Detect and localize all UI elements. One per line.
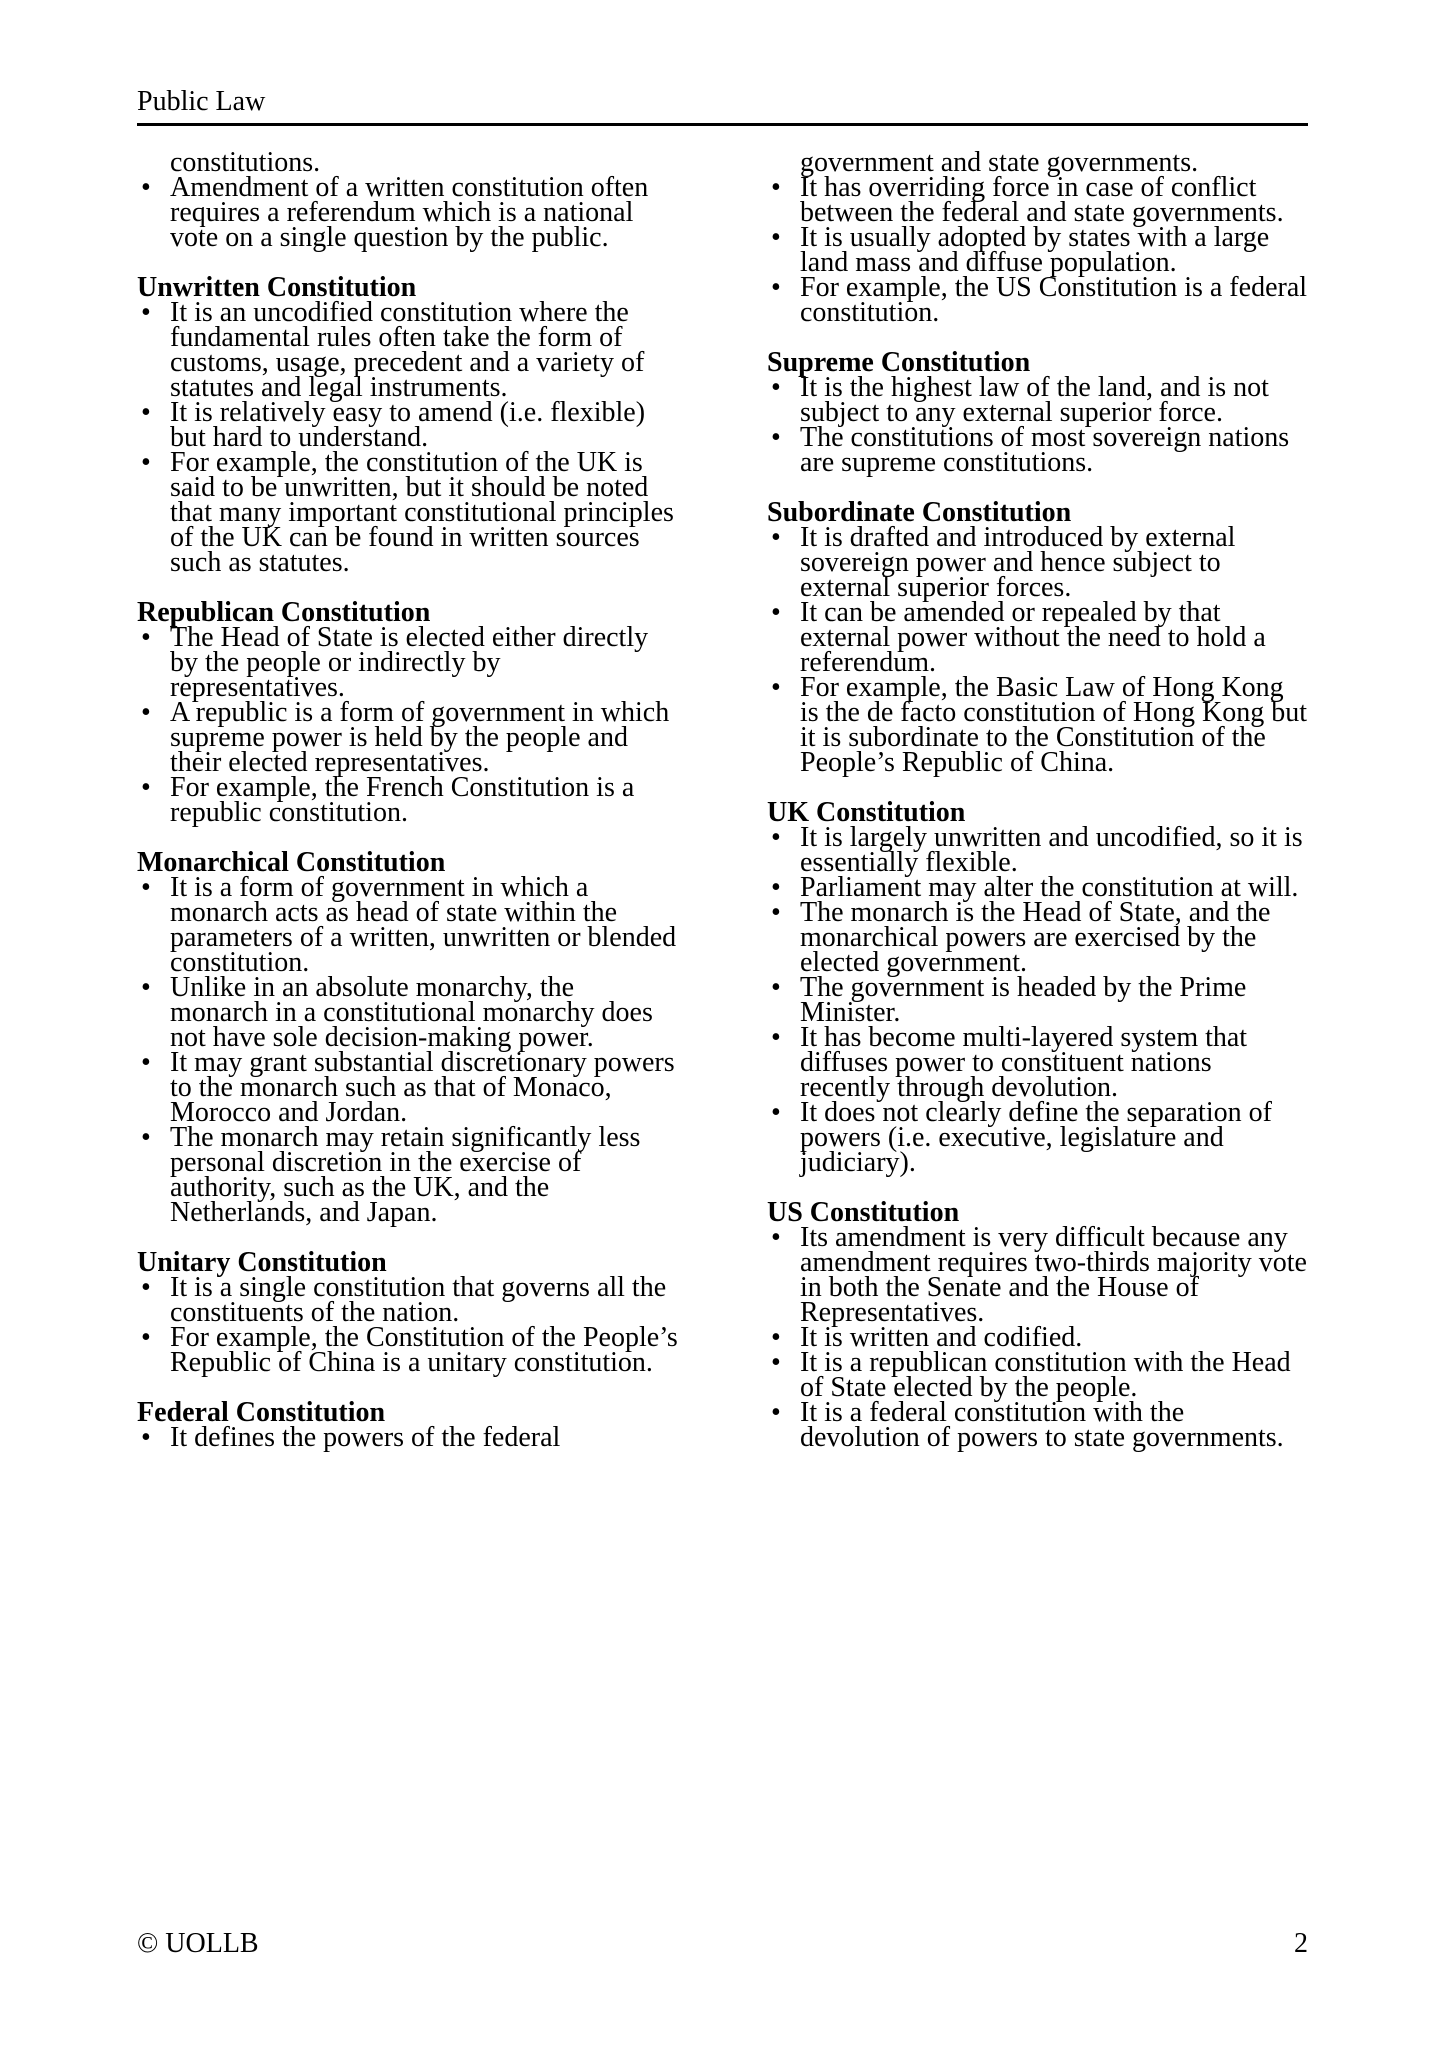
- bullet-icon: •: [771, 1322, 781, 1353]
- bullet-list-item: [767, 222, 1308, 278]
- list-item-text: For example, the US Constitution is a federal constitution.: [800, 272, 1308, 328]
- section-heading: Republican Constitution: [137, 597, 431, 628]
- bullet-icon: •: [141, 872, 151, 903]
- list-item-text: It is relatively easy to amend (i.e. flexible) but hard to understand.: [170, 397, 646, 453]
- bullet-list-item: [767, 422, 1308, 478]
- bullet-icon: •: [771, 422, 781, 453]
- bullet-icon: •: [141, 397, 151, 428]
- bullet-list-item: [137, 1122, 678, 1228]
- bullet-icon: •: [141, 697, 151, 728]
- list-item-text: It is a federal constitution with the devolution of powers to state governments.: [800, 1397, 1284, 1453]
- list-item-text: It is the highest law of the land, and is not subject to any external superior force.: [800, 372, 1269, 428]
- bullet-list-item: [767, 972, 1308, 1028]
- bullet-list-item: [137, 447, 678, 578]
- bullet-list-item: [137, 622, 678, 703]
- bullet-icon: •: [771, 872, 781, 903]
- list-item-text: The Head of State is elected either directly by the people or indirectly by representatives.: [170, 622, 649, 703]
- bullet-icon: •: [771, 972, 781, 1003]
- bullet-list-item: [767, 897, 1308, 978]
- bullet-icon: •: [771, 897, 781, 928]
- document-section: [137, 597, 678, 828]
- bullet-icon: •: [771, 1397, 781, 1428]
- section-heading: UK Constitution: [767, 797, 966, 828]
- bullet-icon: •: [141, 1322, 151, 1353]
- bullet-icon: •: [771, 822, 781, 853]
- bullet-list-item: [767, 1347, 1308, 1403]
- list-item-text: constitutions.: [170, 147, 321, 178]
- list-item-text: For example, the French Constitution is a republic constitution.: [170, 772, 635, 828]
- document-section: [137, 1397, 678, 1453]
- list-item-text: It is a single constitution that governs all the constituents of the nation.: [170, 1272, 667, 1328]
- copyright-text: © UOLLB: [137, 1928, 259, 1959]
- document-section: [137, 847, 678, 1228]
- document-section: [767, 1197, 1308, 1453]
- section-heading: Subordinate Constitution: [767, 497, 1072, 528]
- bullet-list-item: [137, 1272, 678, 1328]
- bullet-list-item: [137, 1322, 678, 1378]
- bullet-icon: •: [141, 297, 151, 328]
- bullet-icon: •: [141, 1122, 151, 1153]
- bullet-icon: •: [141, 1047, 151, 1078]
- bullet-list-item: [767, 522, 1308, 603]
- bullet-list-item: [767, 1222, 1308, 1328]
- column-left: [137, 147, 678, 1453]
- list-item-text: It can be amended or repealed by that external power without the need to hold a referendum.: [800, 597, 1266, 678]
- bullet-icon: •: [771, 272, 781, 303]
- bullet-list-item: [137, 297, 678, 403]
- bullet-icon: •: [771, 1222, 781, 1253]
- bullet-list-item: [767, 1022, 1308, 1103]
- section-heading: Unwritten Constitution: [137, 272, 417, 303]
- document-section: [767, 347, 1308, 478]
- section-heading: Supreme Constitution: [767, 347, 1031, 378]
- bullet-list-item: [137, 1047, 678, 1128]
- list-item-text: For example, the Basic Law of Hong Kong is the de facto constitution of Hong Kong but it is subordinate to the Constitution of the People’s Republic of China.: [800, 672, 1308, 778]
- document-section: [137, 272, 678, 578]
- list-item-text: It is usually adopted by states with a large land mass and diffuse population.: [800, 222, 1270, 278]
- bullet-list-item: [137, 697, 678, 778]
- bullet-list-item: [767, 372, 1308, 428]
- section-heading: Federal Constitution: [137, 1397, 386, 1428]
- bullet-icon: •: [771, 597, 781, 628]
- list-item-text: The government is headed by the Prime Minister.: [800, 972, 1247, 1028]
- bullet-list-item: [767, 272, 1308, 328]
- bullet-icon: •: [141, 1272, 151, 1303]
- bullet-icon: •: [771, 1097, 781, 1128]
- list-item-text: It defines the powers of the federal: [170, 1422, 561, 1453]
- bullet-icon: •: [771, 1022, 781, 1053]
- page-number: 2: [1294, 1928, 1308, 1959]
- list-item-text: Parliament may alter the constitution at will.: [800, 872, 1299, 903]
- document-body: [137, 147, 1308, 1453]
- bullet-list-item: [137, 1422, 678, 1453]
- document-section: [767, 147, 1308, 328]
- list-item-text: It is largely unwritten and uncodified, so it is essentially flexible.: [800, 822, 1303, 878]
- list-item-text: A republic is a form of government in which supreme power is held by the people and their elected representatives.: [170, 697, 670, 778]
- bullet-icon: •: [141, 1422, 151, 1453]
- list-item-text: It has become multi-layered system that diffuses power to constituent nations recently through devolution.: [800, 1022, 1248, 1103]
- section-heading: Unitary Constitution: [137, 1247, 387, 1278]
- bullet-list-item: [767, 822, 1308, 878]
- list-item-text: It may grant substantial discretionary powers to the monarch such as that of Monaco, Morocco and Jordan.: [170, 1047, 675, 1128]
- header-rule: [137, 123, 1308, 126]
- page-footer: [137, 1930, 1308, 1958]
- bullet-list-item: [137, 397, 678, 453]
- list-item-text: Amendment of a written constitution often requires a referendum which is a national vote on a single question by the public.: [170, 172, 649, 253]
- bullet-icon: •: [771, 172, 781, 203]
- bullet-icon: •: [141, 447, 151, 478]
- bullet-list-item: [767, 672, 1308, 778]
- bullet-list-item: [767, 597, 1308, 678]
- list-item-text: The monarch is the Head of State, and the monarchical powers are exercised by the elected government.: [800, 897, 1271, 978]
- document-section: [137, 1247, 678, 1378]
- document-section: [137, 147, 678, 253]
- list-item-text: It is an uncodified constitution where the fundamental rules often take the form of customs, usage, precedent and a variety of statutes and legal instruments.: [170, 297, 645, 403]
- section-heading: US Constitution: [767, 1197, 960, 1228]
- list-item-text: Its amendment is very difficult because any amendment requires two-thirds majority vote in both the Senate and the House of Representatives.: [800, 1222, 1307, 1328]
- bullet-list-item: [137, 772, 678, 828]
- bullet-icon: •: [771, 222, 781, 253]
- bullet-list-item: [767, 1397, 1308, 1453]
- bullet-list-item: [137, 872, 678, 978]
- list-item-text: government and state governments.: [800, 147, 1199, 178]
- list-item-text: For example, the constitution of the UK is said to be unwritten, but it should be noted that many important constitutional principles of the UK can be found in written sources such as statutes.: [170, 447, 674, 578]
- list-item-text: Unlike in an absolute monarchy, the monarch in a constitutional monarchy does not have sole decision-making power.: [170, 972, 653, 1053]
- list-item-text: The constitutions of most sovereign nations are supreme constitutions.: [800, 422, 1290, 478]
- page-title: Public Law: [137, 86, 266, 117]
- list-item-text: It is a republican constitution with the Head of State elected by the people.: [800, 1347, 1291, 1403]
- list-item-text: It is written and codified.: [800, 1322, 1083, 1353]
- list-item-text: The monarch may retain significantly less personal discretion in the exercise of authority, such as the UK, and the Netherlands, and Japan.: [170, 1122, 641, 1228]
- list-item-text: It has overriding force in case of conflict between the federal and state governments.: [800, 172, 1284, 228]
- list-item-text: It is drafted and introduced by external sovereign power and hence subject to external superior forces.: [800, 522, 1236, 603]
- bullet-icon: •: [141, 622, 151, 653]
- document-section: [767, 497, 1308, 778]
- page-header: [137, 88, 1308, 126]
- list-item-text: For example, the Constitution of the People’s Republic of China is a unitary constitution.: [170, 1322, 678, 1378]
- bullet-list-item: [137, 972, 678, 1053]
- document-section: [767, 797, 1308, 1178]
- bullet-icon: •: [141, 172, 151, 203]
- bullet-icon: •: [141, 772, 151, 803]
- column-right: [767, 147, 1308, 1453]
- bullet-list-item: [767, 172, 1308, 228]
- bullet-icon: •: [771, 1347, 781, 1378]
- list-item-text: It is a form of government in which a monarch acts as head of state within the parameters of a written, unwritten or blended constitution.: [170, 872, 677, 978]
- bullet-icon: •: [141, 972, 151, 1003]
- list-item-text: It does not clearly define the separation of powers (i.e. executive, legislature and judiciary).: [800, 1097, 1272, 1178]
- bullet-icon: •: [771, 522, 781, 553]
- bullet-list-item: [767, 1097, 1308, 1178]
- section-heading: Monarchical Constitution: [137, 847, 446, 878]
- bullet-list-item: [137, 172, 678, 253]
- bullet-icon: •: [771, 372, 781, 403]
- bullet-icon: •: [771, 672, 781, 703]
